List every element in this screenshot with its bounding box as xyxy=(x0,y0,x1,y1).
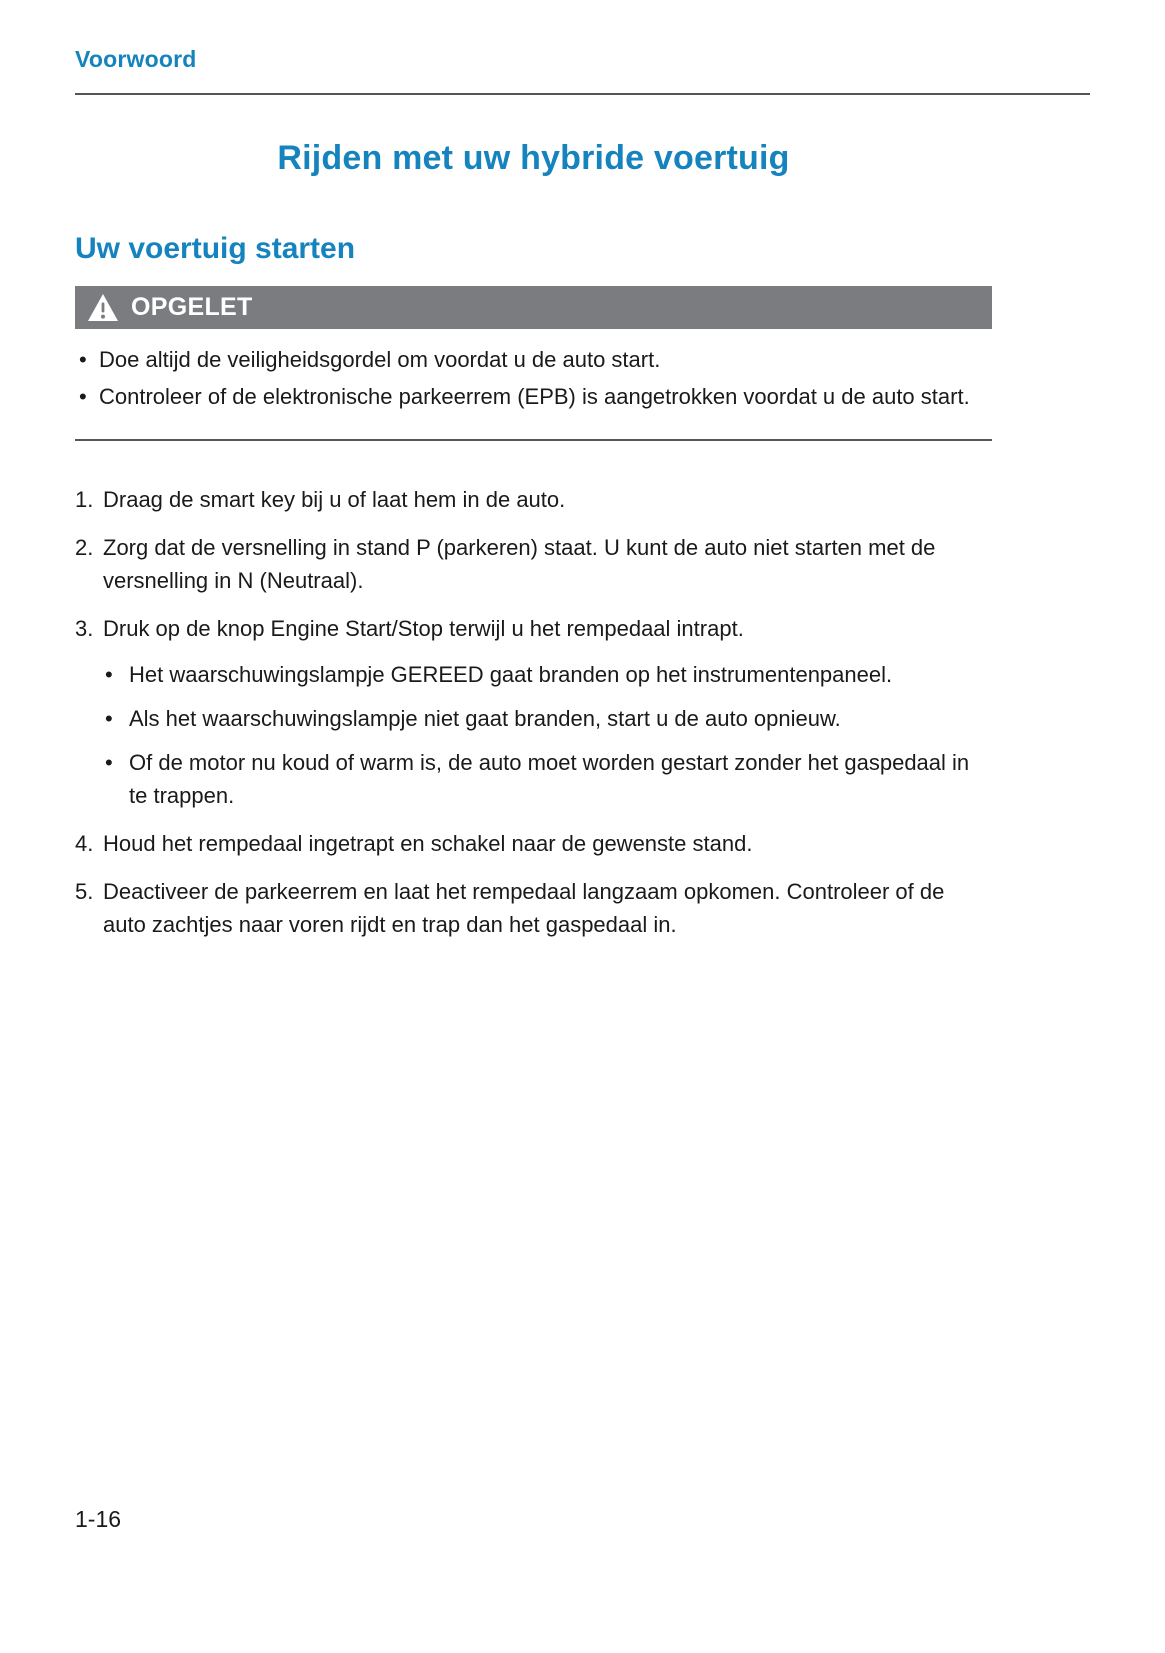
step-number: 1. xyxy=(75,487,94,512)
substep-text: Of de motor nu koud of warm is, de auto moet worden gestart zonder het gaspedaal in te trappen. xyxy=(129,750,970,808)
page-number: 1-16 xyxy=(75,1506,122,1532)
step-item xyxy=(75,875,992,941)
step-number: 2. xyxy=(75,535,94,560)
step-number: 5. xyxy=(75,879,94,904)
step-text: Houd het rempedaal ingetrapt en schakel naar de gewenste stand. xyxy=(103,831,753,856)
step-list xyxy=(75,483,992,941)
content-column xyxy=(75,139,992,941)
page-title: Rijden met uw hybride voertuig xyxy=(277,139,790,177)
step-item xyxy=(75,827,992,860)
step-item xyxy=(75,612,992,645)
warning-item xyxy=(75,343,992,376)
header-divider xyxy=(75,93,1090,95)
step-number: 3. xyxy=(75,616,94,641)
step-item xyxy=(75,531,992,597)
substep-item xyxy=(103,746,992,812)
step-text: Zorg dat de versnelling in stand P (parkeren) staat. U kunt de auto niet starten met de versnelling in N (Neutraal). xyxy=(103,535,936,593)
bullet-marker: • xyxy=(105,662,113,687)
bullet-marker: • xyxy=(105,750,113,775)
step-number: 4. xyxy=(75,831,94,856)
warning-label: OPGELET xyxy=(131,293,253,321)
warning-banner xyxy=(75,286,992,329)
bullet-marker: • xyxy=(105,706,113,731)
warning-triangle-icon xyxy=(87,293,119,322)
step-text: Druk op de knop Engine Start/Stop terwijl u het rempedaal intrapt. xyxy=(103,616,744,641)
substep-text: Als het waarschuwingslampje niet gaat branden, start u de auto opnieuw. xyxy=(129,706,841,731)
warning-item-text: Doe altijd de veiligheidsgordel om voordat u de auto start. xyxy=(99,347,661,372)
warning-divider xyxy=(75,439,992,441)
warning-item-text: Controleer of de elektronische parkeerrem (EPB) is aangetrokken voordat u de auto start. xyxy=(99,384,970,409)
step-item xyxy=(75,483,992,516)
warning-item xyxy=(75,380,992,413)
bullet-marker: • xyxy=(79,347,87,372)
breadcrumb: Voorwoord xyxy=(75,46,197,72)
section-heading: Uw voertuig starten xyxy=(75,232,356,265)
warning-list xyxy=(75,343,992,413)
substep-item xyxy=(103,702,992,735)
substep-item xyxy=(103,658,992,691)
step-text: Deactiveer de parkeerrem en laat het rempedaal langzaam opkomen. Controleer of de auto zachtjes naar voren rijdt en trap dan het gaspedaal in. xyxy=(103,879,945,937)
substep-list xyxy=(103,658,992,812)
substep-text: Het waarschuwingslampje GEREED gaat branden op het instrumentenpaneel. xyxy=(129,662,893,687)
step-text: Draag de smart key bij u of laat hem in de auto. xyxy=(103,487,566,512)
bullet-marker: • xyxy=(79,384,87,409)
